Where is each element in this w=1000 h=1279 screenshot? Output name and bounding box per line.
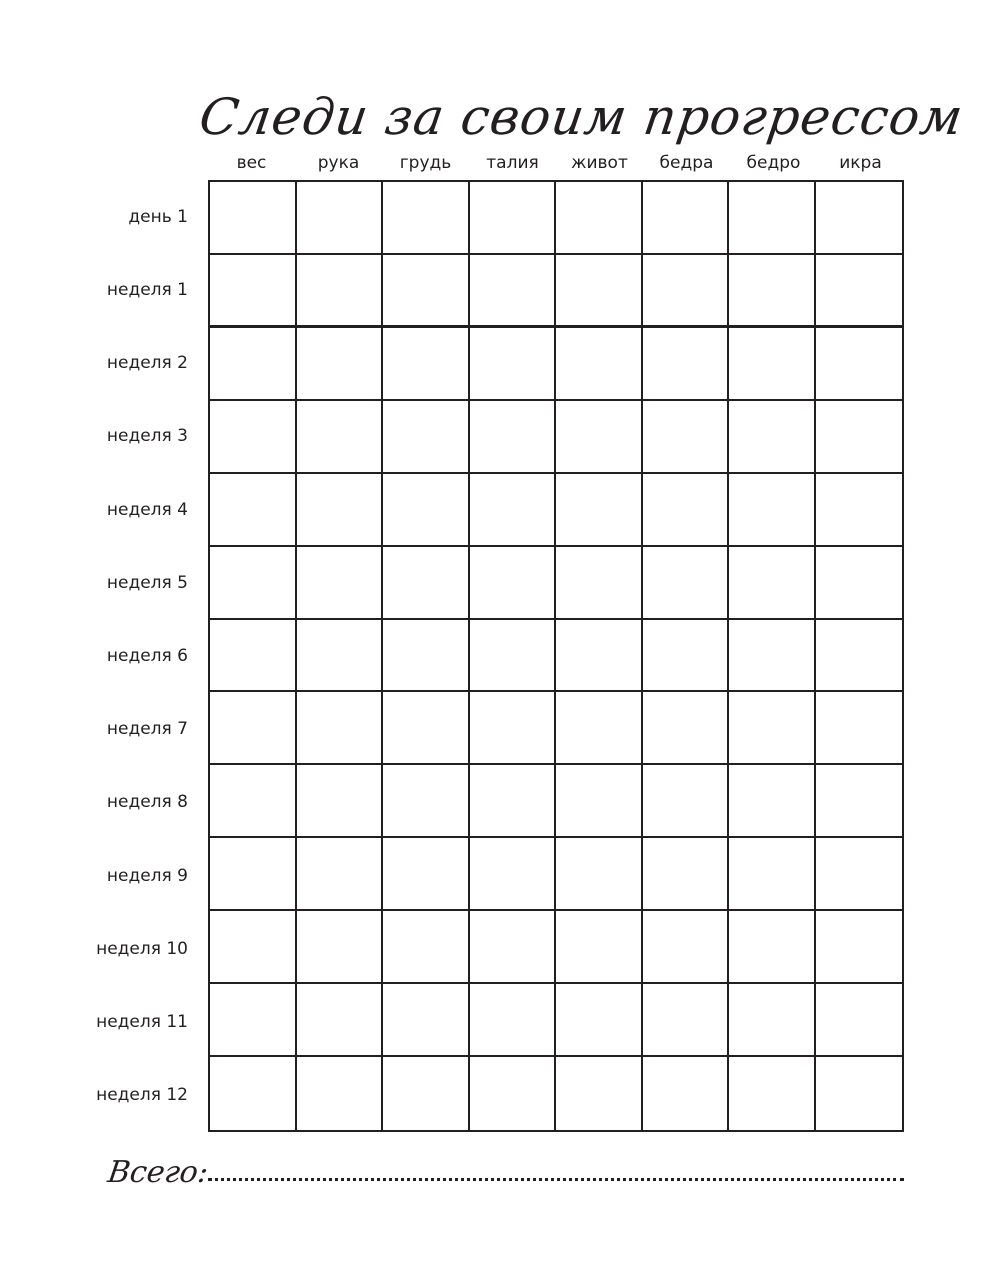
- input-cell[interactable]: [643, 182, 730, 255]
- input-cell[interactable]: [556, 255, 643, 328]
- input-cell[interactable]: [556, 984, 643, 1057]
- input-cell[interactable]: [470, 328, 557, 401]
- row-label: неделя 12: [96, 1085, 188, 1106]
- input-cell[interactable]: [297, 765, 384, 838]
- input-cell[interactable]: [383, 911, 470, 984]
- input-cell[interactable]: [297, 547, 384, 620]
- input-cell[interactable]: [297, 911, 384, 984]
- input-cell[interactable]: [816, 620, 903, 693]
- input-cell[interactable]: [643, 620, 730, 693]
- input-cell[interactable]: [729, 182, 816, 255]
- input-cell[interactable]: [210, 911, 297, 984]
- page-title: Следи за своим прогрессом: [195, 88, 968, 146]
- input-cell[interactable]: [470, 255, 557, 328]
- input-cell[interactable]: [383, 838, 470, 911]
- input-cell[interactable]: [470, 401, 557, 474]
- input-cell[interactable]: [729, 838, 816, 911]
- input-cell[interactable]: [729, 401, 816, 474]
- row-label: неделя 10: [96, 938, 188, 959]
- row-label: неделя 11: [96, 1012, 188, 1033]
- input-cell[interactable]: [470, 620, 557, 693]
- input-cell[interactable]: [729, 765, 816, 838]
- column-header: бедро: [746, 153, 801, 173]
- input-cell[interactable]: [643, 474, 730, 547]
- input-cell[interactable]: [816, 765, 903, 838]
- input-cell[interactable]: [643, 911, 730, 984]
- input-cell[interactable]: [470, 911, 557, 984]
- input-cell[interactable]: [556, 692, 643, 765]
- input-cell[interactable]: [297, 692, 384, 765]
- input-cell[interactable]: [643, 765, 730, 838]
- input-cell[interactable]: [210, 838, 297, 911]
- input-cell[interactable]: [210, 255, 297, 328]
- input-cell[interactable]: [210, 984, 297, 1057]
- input-cell[interactable]: [210, 1057, 297, 1130]
- row-label: неделя 2: [106, 353, 188, 374]
- input-cell[interactable]: [210, 474, 297, 547]
- input-cell[interactable]: [556, 401, 643, 474]
- column-header: живот: [571, 153, 628, 173]
- input-cell[interactable]: [297, 255, 384, 328]
- input-cell[interactable]: [210, 547, 297, 620]
- input-cell[interactable]: [729, 255, 816, 328]
- input-cell[interactable]: [383, 1057, 470, 1130]
- input-cell[interactable]: [729, 620, 816, 693]
- input-cell[interactable]: [643, 547, 730, 620]
- input-cell[interactable]: [470, 765, 557, 838]
- input-cell[interactable]: [297, 620, 384, 693]
- input-cell[interactable]: [210, 765, 297, 838]
- input-cell[interactable]: [556, 328, 643, 401]
- column-header: икра: [839, 153, 882, 173]
- column-header: вес: [236, 153, 267, 173]
- input-cell[interactable]: [470, 474, 557, 547]
- input-cell[interactable]: [556, 182, 643, 255]
- input-cell[interactable]: [297, 182, 384, 255]
- input-cell[interactable]: [470, 984, 557, 1057]
- input-cell[interactable]: [383, 474, 470, 547]
- row-label: неделя 8: [106, 792, 188, 813]
- input-cell[interactable]: [297, 1057, 384, 1130]
- input-cell[interactable]: [816, 692, 903, 765]
- row-label: неделя 1: [106, 279, 188, 300]
- row-label: день 1: [128, 206, 188, 227]
- column-header: грудь: [399, 153, 452, 173]
- input-cell[interactable]: [470, 182, 557, 255]
- input-cell[interactable]: [556, 620, 643, 693]
- input-cell[interactable]: [383, 182, 470, 255]
- column-header: рука: [317, 153, 360, 173]
- input-cell[interactable]: [729, 547, 816, 620]
- input-cell[interactable]: [816, 328, 903, 401]
- input-cell[interactable]: [470, 692, 557, 765]
- input-cell[interactable]: [383, 765, 470, 838]
- input-cell[interactable]: [556, 911, 643, 984]
- input-cell[interactable]: [383, 401, 470, 474]
- input-cell[interactable]: [556, 474, 643, 547]
- input-cell[interactable]: [643, 401, 730, 474]
- input-cell[interactable]: [297, 838, 384, 911]
- input-cell[interactable]: [729, 911, 816, 984]
- input-cell[interactable]: [297, 401, 384, 474]
- input-cell[interactable]: [816, 838, 903, 911]
- input-cell[interactable]: [729, 1057, 816, 1130]
- row-label: неделя 6: [106, 646, 188, 666]
- input-cell[interactable]: [816, 401, 903, 474]
- input-cell[interactable]: [816, 474, 903, 547]
- input-cell[interactable]: [470, 1057, 557, 1130]
- input-cell[interactable]: [729, 692, 816, 765]
- input-cell[interactable]: [816, 255, 903, 328]
- input-cell[interactable]: [210, 182, 297, 255]
- input-cell[interactable]: [383, 984, 470, 1057]
- input-cell[interactable]: [556, 765, 643, 838]
- input-cell[interactable]: [210, 328, 297, 401]
- column-header: талия: [486, 153, 539, 173]
- input-cell[interactable]: [383, 692, 470, 765]
- column-headers: [208, 150, 904, 176]
- input-cell[interactable]: [556, 838, 643, 911]
- input-cell[interactable]: [210, 401, 297, 474]
- input-cell[interactable]: [383, 547, 470, 620]
- input-cell[interactable]: [729, 328, 816, 401]
- total-dotted-line: [208, 1178, 904, 1181]
- input-cell[interactable]: [643, 328, 730, 401]
- column-header: бедра: [659, 153, 714, 173]
- input-cell[interactable]: [297, 328, 384, 401]
- input-cell[interactable]: [383, 328, 470, 401]
- row-label: неделя 7: [106, 719, 188, 740]
- input-cell[interactable]: [210, 692, 297, 765]
- input-cell[interactable]: [470, 838, 557, 911]
- input-cell[interactable]: [556, 547, 643, 620]
- input-cell[interactable]: [729, 474, 816, 547]
- row-labels: [0, 180, 196, 1132]
- input-cell[interactable]: [643, 692, 730, 765]
- input-cell[interactable]: [729, 984, 816, 1057]
- input-cell[interactable]: [383, 255, 470, 328]
- total-label: Всего:: [105, 1155, 211, 1190]
- row-label: неделя 4: [106, 499, 188, 520]
- input-cell[interactable]: [297, 474, 384, 547]
- input-cell[interactable]: [643, 984, 730, 1057]
- input-cell[interactable]: [816, 182, 903, 255]
- row-label: неделя 5: [106, 572, 188, 593]
- input-cell[interactable]: [297, 984, 384, 1057]
- input-cell[interactable]: [643, 255, 730, 328]
- input-cell[interactable]: [643, 838, 730, 911]
- row-label: неделя 9: [106, 865, 188, 886]
- input-cell[interactable]: [383, 620, 470, 693]
- input-cell[interactable]: [816, 547, 903, 620]
- row-label: неделя 3: [106, 426, 188, 447]
- input-cell[interactable]: [816, 984, 903, 1057]
- input-cell[interactable]: [816, 911, 903, 984]
- input-cell[interactable]: [470, 547, 557, 620]
- measurement-grid: [208, 180, 904, 1132]
- input-cell[interactable]: [556, 1057, 643, 1130]
- input-cell[interactable]: [210, 620, 297, 693]
- input-cell[interactable]: [816, 1057, 903, 1130]
- input-cell[interactable]: [643, 1057, 730, 1130]
